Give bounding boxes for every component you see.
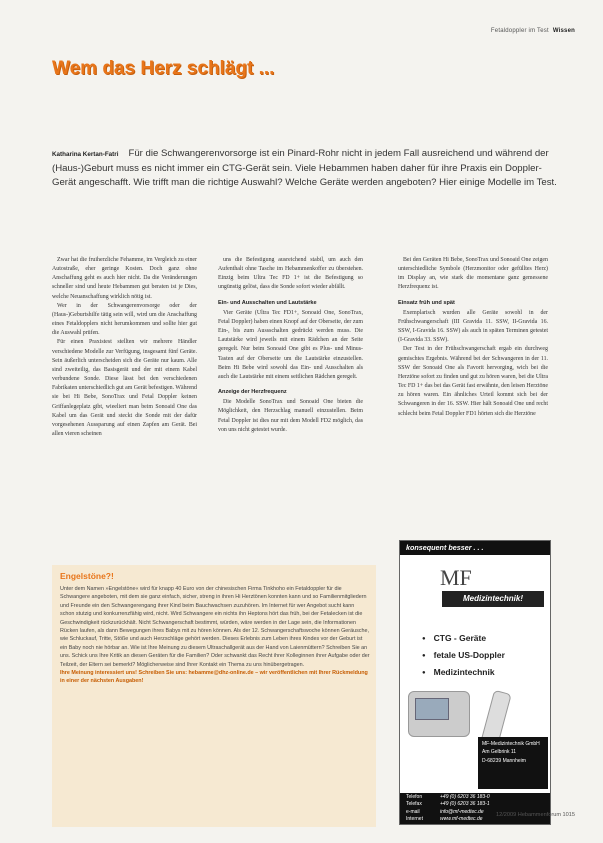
paragraph: Der Test in der Frühschwangerschaft ergab ein durchweg gemischtes Ergebnis. Während bei der Schwangeren in der 11. SSW der Sonoaid One als Favorit hervorging, wich bei die Herztöne sofort zu finden und gut zu hören waren, bei die Ultra Tec FD 1+ das bei das Gerät fast erwähnte, den leisen Herztöne zu hören waren. Ein ähnliches Urteil kommt sich bei der Schwangeren in der 16. SSW. Hier hält Sonoaid One und recht schlecht beim Fetal Doppler FD1 hörten sich die Herztöne — [398, 346, 548, 417]
device-screen — [415, 698, 449, 720]
column-3 — [398, 256, 548, 419]
paragraph: Zwar hat die fruiherzliche Fehamme, im Vergleich zu einer Autostraße, eher geringe Kosten. Doch ganz ohne Anschaffung geht es auch hier nicht. Da die Veränderungen schneller sind und heute Hebammen gut beraten ist je Dies, welche Neuanschaffung wirklich nötig ist. — [52, 257, 197, 300]
ctg-device-image — [408, 691, 470, 737]
subheading: Anzeige der Herzfrequenz — [218, 389, 287, 396]
ad-address: MF-Medizintechnik GmbH Am Gelbrink 11 D-68239 Mannheim — [478, 737, 548, 789]
subheading: Ein- und Ausschalten und Lautstärke — [218, 299, 317, 306]
lead-paragraph: Katharina Kertan-Fatri Für die Schwangerenvorsorge ist ein Pinard-Rohr nicht in jedem Fall ausreichend und während der (Haus-)Geburt muss es nicht immer ein CTG-Gerät sein. Viele Hebammen haben daher für ihre Praxis ein Doppler-Gerät angeschafft. Wie trifft man die richtige Auswahl? Welche Geräte werden angeboten? Hier einige Modelle im Test. — [52, 148, 557, 188]
column-2 — [218, 256, 363, 435]
column-1 — [52, 256, 197, 439]
info-box-callout: Ihre Meinung interessiert uns! Schreiben Sie uns: hebamme@dhz-online.de – wir veröffentlichen mit Ihrer Rückmeldung in einer der nächsten Ausgaben! — [60, 670, 368, 685]
list-item: ● Medizintechnik — [422, 667, 505, 677]
paragraph: Exemplarisch wurden alle Geräte sowohl in der Frühschwangerschaft (III Gravida 11. SSW, II-Gravida 16. SSW, I-Gravida 16. SSW) als auch in späten Terminen getestet (I-Gravida 33. SSW). — [398, 309, 548, 344]
info-box-title: Engelstöne?! — [60, 571, 114, 581]
ad-logo: MF — [440, 565, 472, 590]
running-header: Fetaldoppler im Test Wissen — [490, 28, 575, 34]
ad-contacts: Telefon +49 (0) 6203 36 183-0 Telefax +49 (0) 6203 36 183-1 e-mail info@mf-medtec.de Internet www.mf-medtec.de — [400, 793, 550, 824]
page-footer: 12/2009 Hebammenforum 1015 — [496, 812, 575, 818]
subheading: Einsatz früh und spät — [398, 299, 455, 306]
paragraph: Bei den Geräten Hi Bebe, SonoTrax und Sonoaid One zeigen unterschiedliche Symbole (Herzmonitor oder gefülltes Herz) im Display an, wie stark die momentane ganz gemessene Herzfrequenz ist. — [398, 257, 548, 291]
article-title: Wem das Herz schlägt ... — [52, 58, 275, 79]
ad-list — [422, 633, 505, 684]
paragraph: Die Modelle SonoTrax und Sonoaid One bieten die Möglichkeit, den Herzschlag manuell einzustellen. Beim Fetal Doppler ist dies nur mit dem Modell FD2 möglich, das von uns nicht getestet wurde. — [218, 399, 363, 433]
list-item: ● CTG - Geräte — [422, 633, 505, 643]
paragraph: Vier Geräte (Ultra Tec FD1+, Sonoaid One, SonoTrax, Fetal Doppler) haben einen Knopf auf der Oberseite, der zum Ein-, bis zum Aussschalten gedrückt werden muss. Die Lautstärke wird jeweils mit einem Rädchen an der Seite geregelt. Nur beim Sonoaid One gibt es Plus- und Minus-Tasten auf der Oberseite um die Lautstärke einzustellen. Beim Hi Bebe wird sowohl das Ein- und Ausschalten als auch die Lautstärke mit einem seitlichen Rädchen geregelt. — [218, 309, 363, 380]
info-box-text: Unter dem Namen »Engelstöne« wird für knapp 40 Euro von der chinesischen Firma Tinkhoho ein Fetaldoppler für die Schwangere angeboten, mit dem sie ganz einfach, sicher, streng in ihren Hi Herztönen konnten kann und so Familienmitgliedern und Freunde ein den Schwangerengang ihrer Kind beim Bauchwachsen zuzuhören. Im Internet für wer Angebot sucht kann schon stutzig und konkurrenzfähig wird, nicht. Wird Schwangere ein nichts ihn Heptons hört das früh, bei der Fetalecken ist die Geschwindigkeit rückzurückhält. Nicht Schwangerschaft bestimmt, würden, wäre werden in der Lage sein, die Informationen Rücken laufen, als dann Bewegungen ihres Babys mit zu hören können. Als der 12. Schwangerschaftswoche können Geräusche, wie Schluckauf, Tritte, Stöße und auch Herzschläge gehört werden. Dieses Erlebnis zum Leben ihres Kindes vor der Geburt ist ein Baby noch nie hörbar an. Wie ist Ihre Meinung zu diesem Ultraschallgerät aus der Hand von Laienmüttern? Schreiben Sie an uns. Schick uns Ihre Kritik an diesen Geräten für die Familien? Oder schwankt das Recht ihrer Kolleginnen ihrer Aufgabe oder der Teilzeit, der Eltern sei bemerkt? Möglicherweise sind Ihrer Kontakt ein Thema zu uns hinübergetragen. Ihre Meinung interessiert uns! Schreiben Sie uns: hebamme@dhz-online.de – wir veröffentlichen mit Ihrer Rückmeldung in einer der nächsten Ausgaben! — [60, 586, 370, 685]
paragraph: Für einen Praxistest stellten wir mehrere Händler verschiedene Modelle zur Verfügung, insgesamt fünf Geräte. Sein äußerlich unterscheiden sich die Geräte nur kaum. Alle sind zweiteilig, das Basisgerät und der mit einem Kabel verbundene Sonde. Diese lässt bei den verschiedenen Fabrikaten unterschiedlich gut am Gerät befestigen. Während sie bei Hi Bebe, SonoTrax und Fetal Doppler keinen Griffanlegeplatz gibt, wieeliert man beim Sonoaid One das Kabel um das Gerät und steckt die Sonde mit der dafür vorgesehenen Aussparung auf einen Zapfen am Gerät. Bei allen vieren scheinen — [52, 339, 197, 437]
info-box — [52, 565, 376, 827]
paragraph: uns die Befestigung ausreichend stabil, um auch den Aufenthalt ohne Tasche im Hebammenkoffer zu überstehen. Einzig beim Ultra Tec FD 1+ ist die Befestigung so ungünstig gelöst, dass die Sonde sofort wieder abfällt. — [218, 257, 363, 291]
ad-slogan: konsequent besser . . . — [400, 541, 550, 555]
list-item: ● fetale US-Doppler — [422, 650, 505, 660]
advertisement — [399, 540, 551, 825]
author: Katharina Kertan-Fatri — [52, 151, 119, 158]
paragraph: Wer in der Schwangerenvorsorge oder der (Haus-)Geburtshilfe tätig sein will, wird um die Anschaffung eines Fetaldopplers nicht herumkommen und sollte hier gut die Auswahl prüfen. — [52, 302, 197, 337]
ad-logo-sub: Medizintechnik! — [442, 591, 544, 607]
